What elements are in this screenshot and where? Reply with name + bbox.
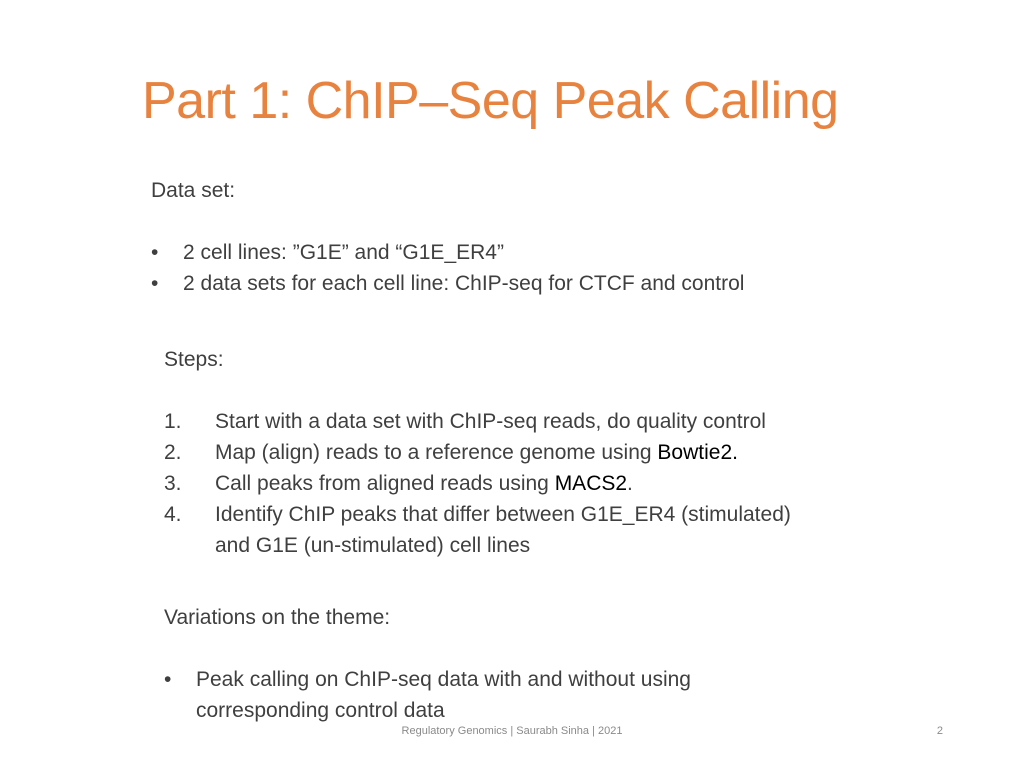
step-suffix: . [627, 472, 633, 495]
list-item-text: 2 data sets for each cell line: ChIP-seq for CTCF and control [183, 272, 745, 295]
step-number: 3. [164, 472, 182, 495]
step-item [164, 406, 791, 437]
list-item-text: 2 cell lines: ”G1E” and “G1E_ER4” [183, 241, 504, 264]
list-item [151, 237, 744, 268]
step-number: 1. [164, 410, 182, 433]
dataset-section [151, 175, 744, 299]
bullet-icon: • [164, 668, 172, 691]
step-text: Start with a data set with ChIP-seq reads, do quality control [215, 410, 766, 433]
step-item [164, 499, 791, 530]
step-item [164, 468, 791, 499]
step-text: Map (align) reads to a reference genome using [215, 441, 658, 464]
steps-heading: Steps: [164, 348, 224, 371]
tool-name: Bowtie2. [657, 441, 738, 464]
list-item-text: Peak calling on ChIP-seq data with and without using [196, 668, 691, 691]
variations-list [164, 664, 691, 726]
step-item [164, 437, 791, 468]
tool-name: MACS2 [554, 472, 628, 495]
spacer [164, 375, 791, 406]
bullet-icon: • [151, 272, 159, 295]
page-number: 2 [936, 725, 943, 737]
step-number: 4. [164, 503, 182, 526]
steps-section [164, 344, 791, 561]
dataset-list [151, 237, 744, 299]
slide-footer: Regulatory Genomics | Saurabh Sinha | 2021 [401, 725, 623, 737]
spacer [151, 206, 744, 237]
list-item [164, 664, 691, 695]
step-text: and G1E (un-stimulated) cell lines [215, 534, 531, 557]
variations-section [164, 602, 691, 726]
list-item-text: corresponding control data [196, 699, 445, 722]
bullet-icon: • [151, 241, 159, 264]
step-text: Call peaks from aligned reads using [215, 472, 555, 495]
steps-list [164, 406, 791, 561]
list-item [151, 268, 744, 299]
dataset-heading: Data set: [151, 179, 236, 202]
list-item-continuation [164, 695, 691, 726]
step-number: 2. [164, 441, 182, 464]
step-text: Identify ChIP peaks that differ between G1E_ER4 (stimulated) [215, 503, 791, 526]
variations-heading: Variations on the theme: [164, 606, 391, 629]
spacer [164, 633, 691, 664]
step-continuation [164, 530, 791, 561]
slide-title: Part 1: ChIP–Seq Peak Calling [142, 72, 839, 130]
